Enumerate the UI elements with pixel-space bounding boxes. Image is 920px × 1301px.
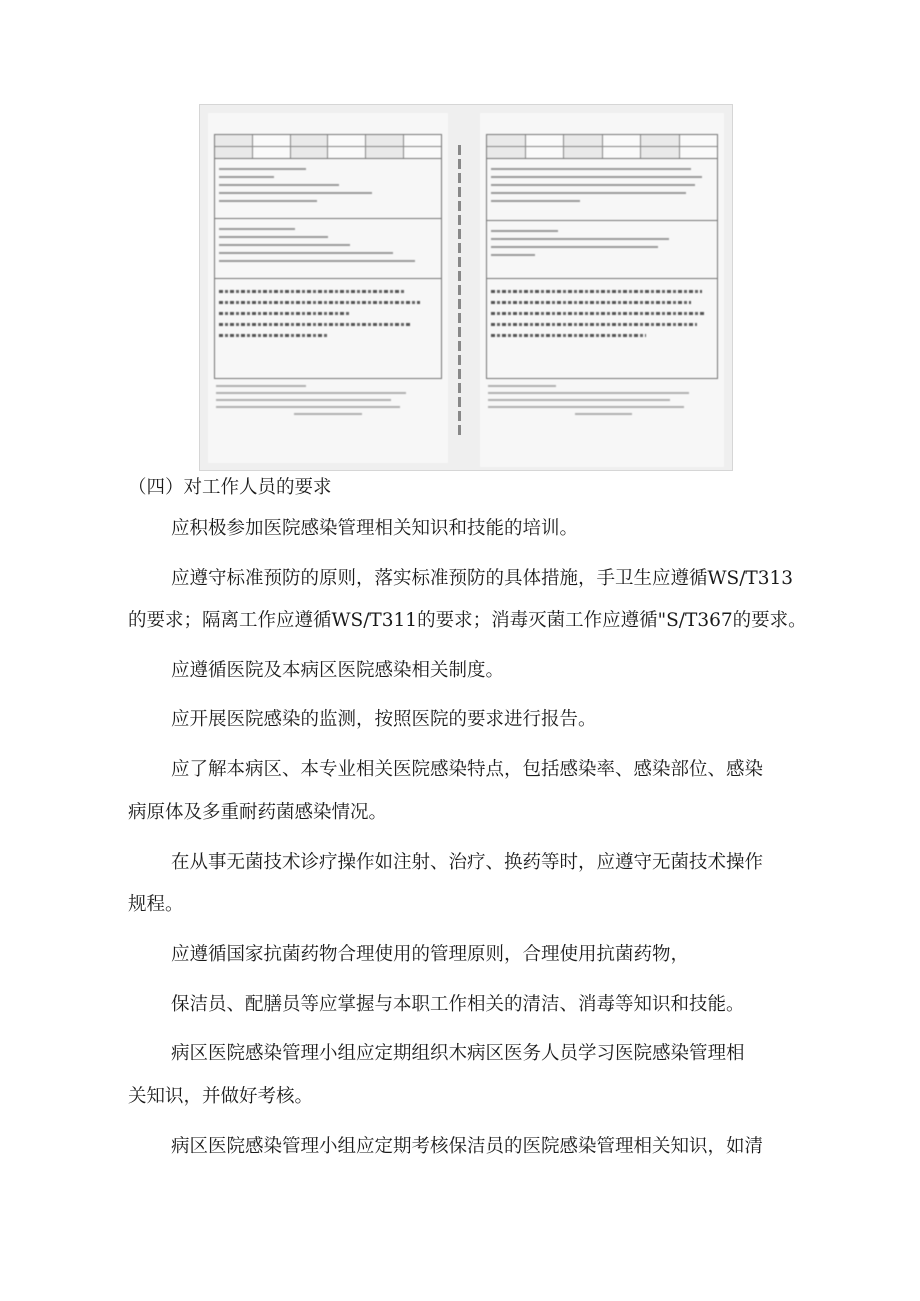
paragraph-3: 应遵循医院及本病区医院感染相关制度。	[171, 660, 505, 681]
scan-fold-line	[458, 145, 461, 435]
scanned-forms-image	[199, 104, 733, 471]
paragraph-8: 保洁员、配膳员等应掌握与本职工作相关的清洁、消毒等知识和技能。	[171, 994, 745, 1015]
inspection-form-right	[480, 113, 724, 467]
paragraph-9-line-1: 病区医院感染管理小组应定期组织木病区医务人员学习医院感染管理相	[171, 1043, 745, 1064]
section-heading: （四）对工作人员的要求	[128, 477, 332, 498]
paragraph-2-line-2: 的要求；隔离工作应遵循WS/T311的要求；消毒灭菌工作应遵循"S/T367的要求。	[128, 610, 807, 631]
paragraph-10: 病区医院感染管理小组应定期考核保洁员的医院感染管理相关知识，如清	[171, 1136, 764, 1157]
paragraph-9-line-2: 关知识，并做好考核。	[128, 1086, 314, 1107]
inspection-form-left	[208, 113, 448, 463]
paragraph-2-line-1: 应遵守标准预防的原则，落实标准预防的具体措施，手卫生应遵循WS/T313	[171, 568, 794, 589]
paragraph-6-line-2: 规程。	[128, 894, 184, 915]
paragraph-5-line-2: 病原体及多重耐药菌感染情况。	[128, 802, 388, 823]
paragraph-5-line-1: 应了解本病区、本专业相关医院感染特点，包括感染率、感染部位、感染	[171, 759, 764, 780]
paragraph-6-line-1: 在从事无菌技术诊疗操作如注射、治疗、换药等时，应遵守无菌技术操作	[171, 852, 764, 873]
paragraph-1: 应积极参加医院感染管理相关知识和技能的培训。	[171, 518, 579, 539]
paragraph-7: 应遵循国家抗菌药物合理使用的管理原则，合理使用抗菌药物，	[171, 944, 690, 965]
paragraph-4: 应开展医院感染的监测，按照医院的要求进行报告。	[171, 709, 597, 730]
